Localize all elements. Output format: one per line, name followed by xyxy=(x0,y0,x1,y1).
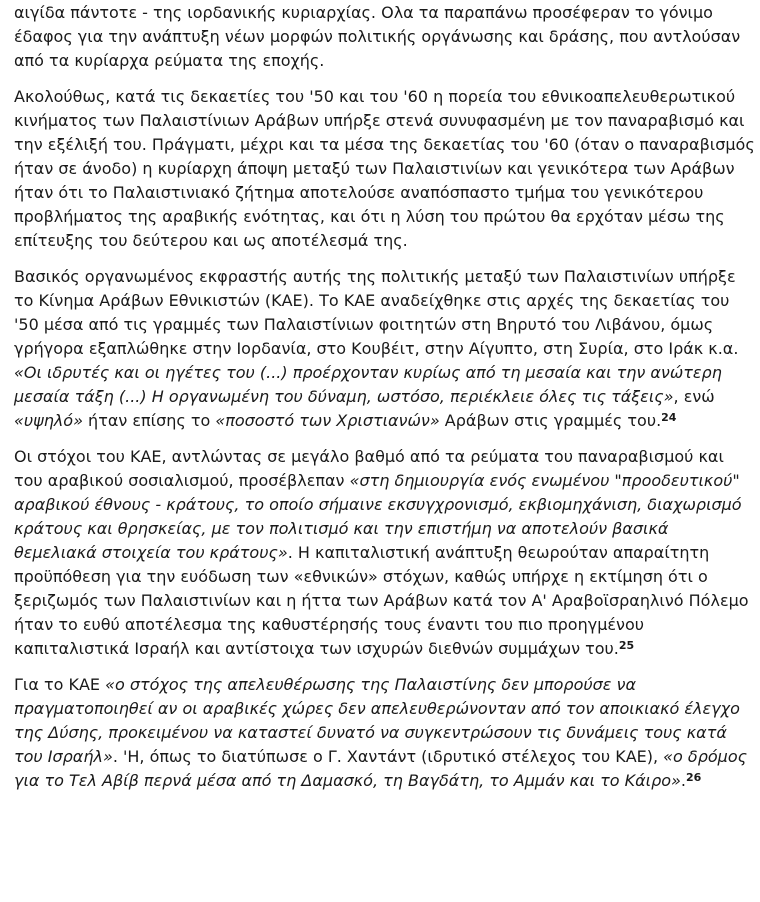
article-body xyxy=(0,1,760,793)
quoted-text: «ο δρόμος για το Τελ Αβίβ περνά μέσα από τη Δαμασκό, τη Βαγδάτη, το Αμμάν και το Κάιρο» xyxy=(14,747,748,790)
quoted-text: «υψηλό» xyxy=(14,411,83,430)
footnote-ref[interactable]: 24 xyxy=(661,411,677,424)
body-text: . xyxy=(680,771,687,790)
paragraph-5 xyxy=(14,673,756,793)
body-text: Οι στόχοι του ΚΑΕ, αντλώντας σε μεγάλο βαθμό από τα ρεύματα του παναραβισμού και του αραβικού σοσιαλισμού, προσέβλεπαν xyxy=(14,447,724,490)
footnote-ref[interactable]: 26 xyxy=(686,771,702,784)
quoted-text: «ποσοστό των Χριστιανών» xyxy=(215,411,440,430)
quoted-text: «Οι ιδρυτές και οι ηγέτες του (...) προέρχονταν κυρίως από τη μεσαία και την ανώτερη μεσαία τάξη (...) Η οργανωμένη του δύναμη, ωστόσο, περιέκλειε όλες τις τάξεις» xyxy=(14,363,722,406)
quoted-text: «ο στόχος της απελευθέρωσης της Παλαιστίνης δεν μπορούσε να πραγματοποιηθεί αν οι αραβικές χώρες δεν απελευθερώνονταν από τον αποικιακό έλεγχο της Δύσης, προκειμένου να καταστεί δυνατό να συγκεντρώσουν τις δυνάμεις τους κατά του Ισραήλ» xyxy=(14,675,740,766)
body-text: , ενώ xyxy=(673,387,715,406)
paragraph-2 xyxy=(14,85,756,253)
body-text: Ακολούθως, κατά τις δεκαετίες του '50 και του '60 η πορεία του εθνικοαπελευθερωτικού κινήματος των Παλαιστίνιων Αράβων υπήρξε στενά συνυφασμένη με τον παναραβισμό και την εξέλιξή του. Πράγματι, μέχρι και τα μέσα της δεκαετίας του '60 (όταν ο παναραβισμός ήταν σε άνοδο) η κυρίαρχη άποψη μεταξύ των Παλαιστινίων και γενικότερα των Αράβων ήταν ότι το Παλαιστινιακό ζήτημα αποτελούσε αναπόσπαστο τμήμα του γενικότερου προβλήματος της αραβικής ενότητας, και ότι η λύση του πρώτου θα ερχόταν μέσω της επίτευξης του δεύτερου και ως αποτέλεσμά της. xyxy=(14,87,755,250)
body-text: Βασικός οργανωμένος εκφραστής αυτής της πολιτικής μεταξύ των Παλαιστινίων υπήρξε το Κίνημα Αράβων Εθνικιστών (ΚΑΕ). Το ΚΑΕ αναδείχθηκε στις αρχές της δεκαετίας του '50 μέσα από τις γραμμές των Παλαιστίνιων φοιτητών στη Βηρυτό του Λιβάνου, όμως γρήγορα εξαπλώθηκε στην Ιορδανία, στο Κουβέιτ, στην Αίγυπτο, στη Συρία, στο Ιράκ κ.α. xyxy=(14,267,739,358)
paragraph-1 xyxy=(14,1,756,73)
paragraph-4 xyxy=(14,445,756,661)
paragraph-3 xyxy=(14,265,756,433)
body-text: Αράβων στις γραμμές του. xyxy=(439,411,662,430)
body-text: . 'Η, όπως το διατύπωσε ο Γ. Χαντάντ (ιδρυτικό στέλεχος του ΚΑΕ), xyxy=(112,747,664,766)
body-text: ήταν επίσης το xyxy=(82,411,216,430)
body-text: Για το ΚΑΕ xyxy=(14,675,106,694)
quoted-text: «στη δημιουργία ενός ενωμένου "προοδευτικού" αραβικού έθνους - κράτους, το οποίο σήμαινε εκσυγχρονισμό, εκβιομηχάνιση, διαχωρισμό κράτους και θρησκείας, με τον πολιτισμό και την επιστήμη να αποτελούν βασικά θεμελιακά στοιχεία του κράτους» xyxy=(14,471,742,562)
body-text: αιγίδα πάντοτε - της ιορδανικής κυριαρχίας. Ολα τα παραπάνω προσέφεραν το γόνιμο έδαφος για την ανάπτυξη νέων μορφών πολιτικής οργάνωσης και δράσης, που αντλούσαν από τα κυρίαρχα ρεύματα της εποχής. xyxy=(14,3,741,70)
body-text: . Η καπιταλιστική ανάπτυξη θεωρούταν απαραίτητη προϋπόθεση για την ευόδωση των «εθνικών» στόχων, καθώς υπήρχε η εκτίμηση ότι ο ξεριζωμός των Παλαιστινίων και η ήττα των Αράβων κατά τον Α' Αραβοϊσραηλινό Πόλεμο ήταν το ευθύ αποτέλεσμα της καθυστέρησής τους έναντι του πιο προηγμένου καπιταλιστικά Ισραήλ και αντίστοιχα των ισχυρών διεθνών συμμάχων του. xyxy=(14,543,749,658)
footnote-ref[interactable]: 25 xyxy=(618,639,635,652)
